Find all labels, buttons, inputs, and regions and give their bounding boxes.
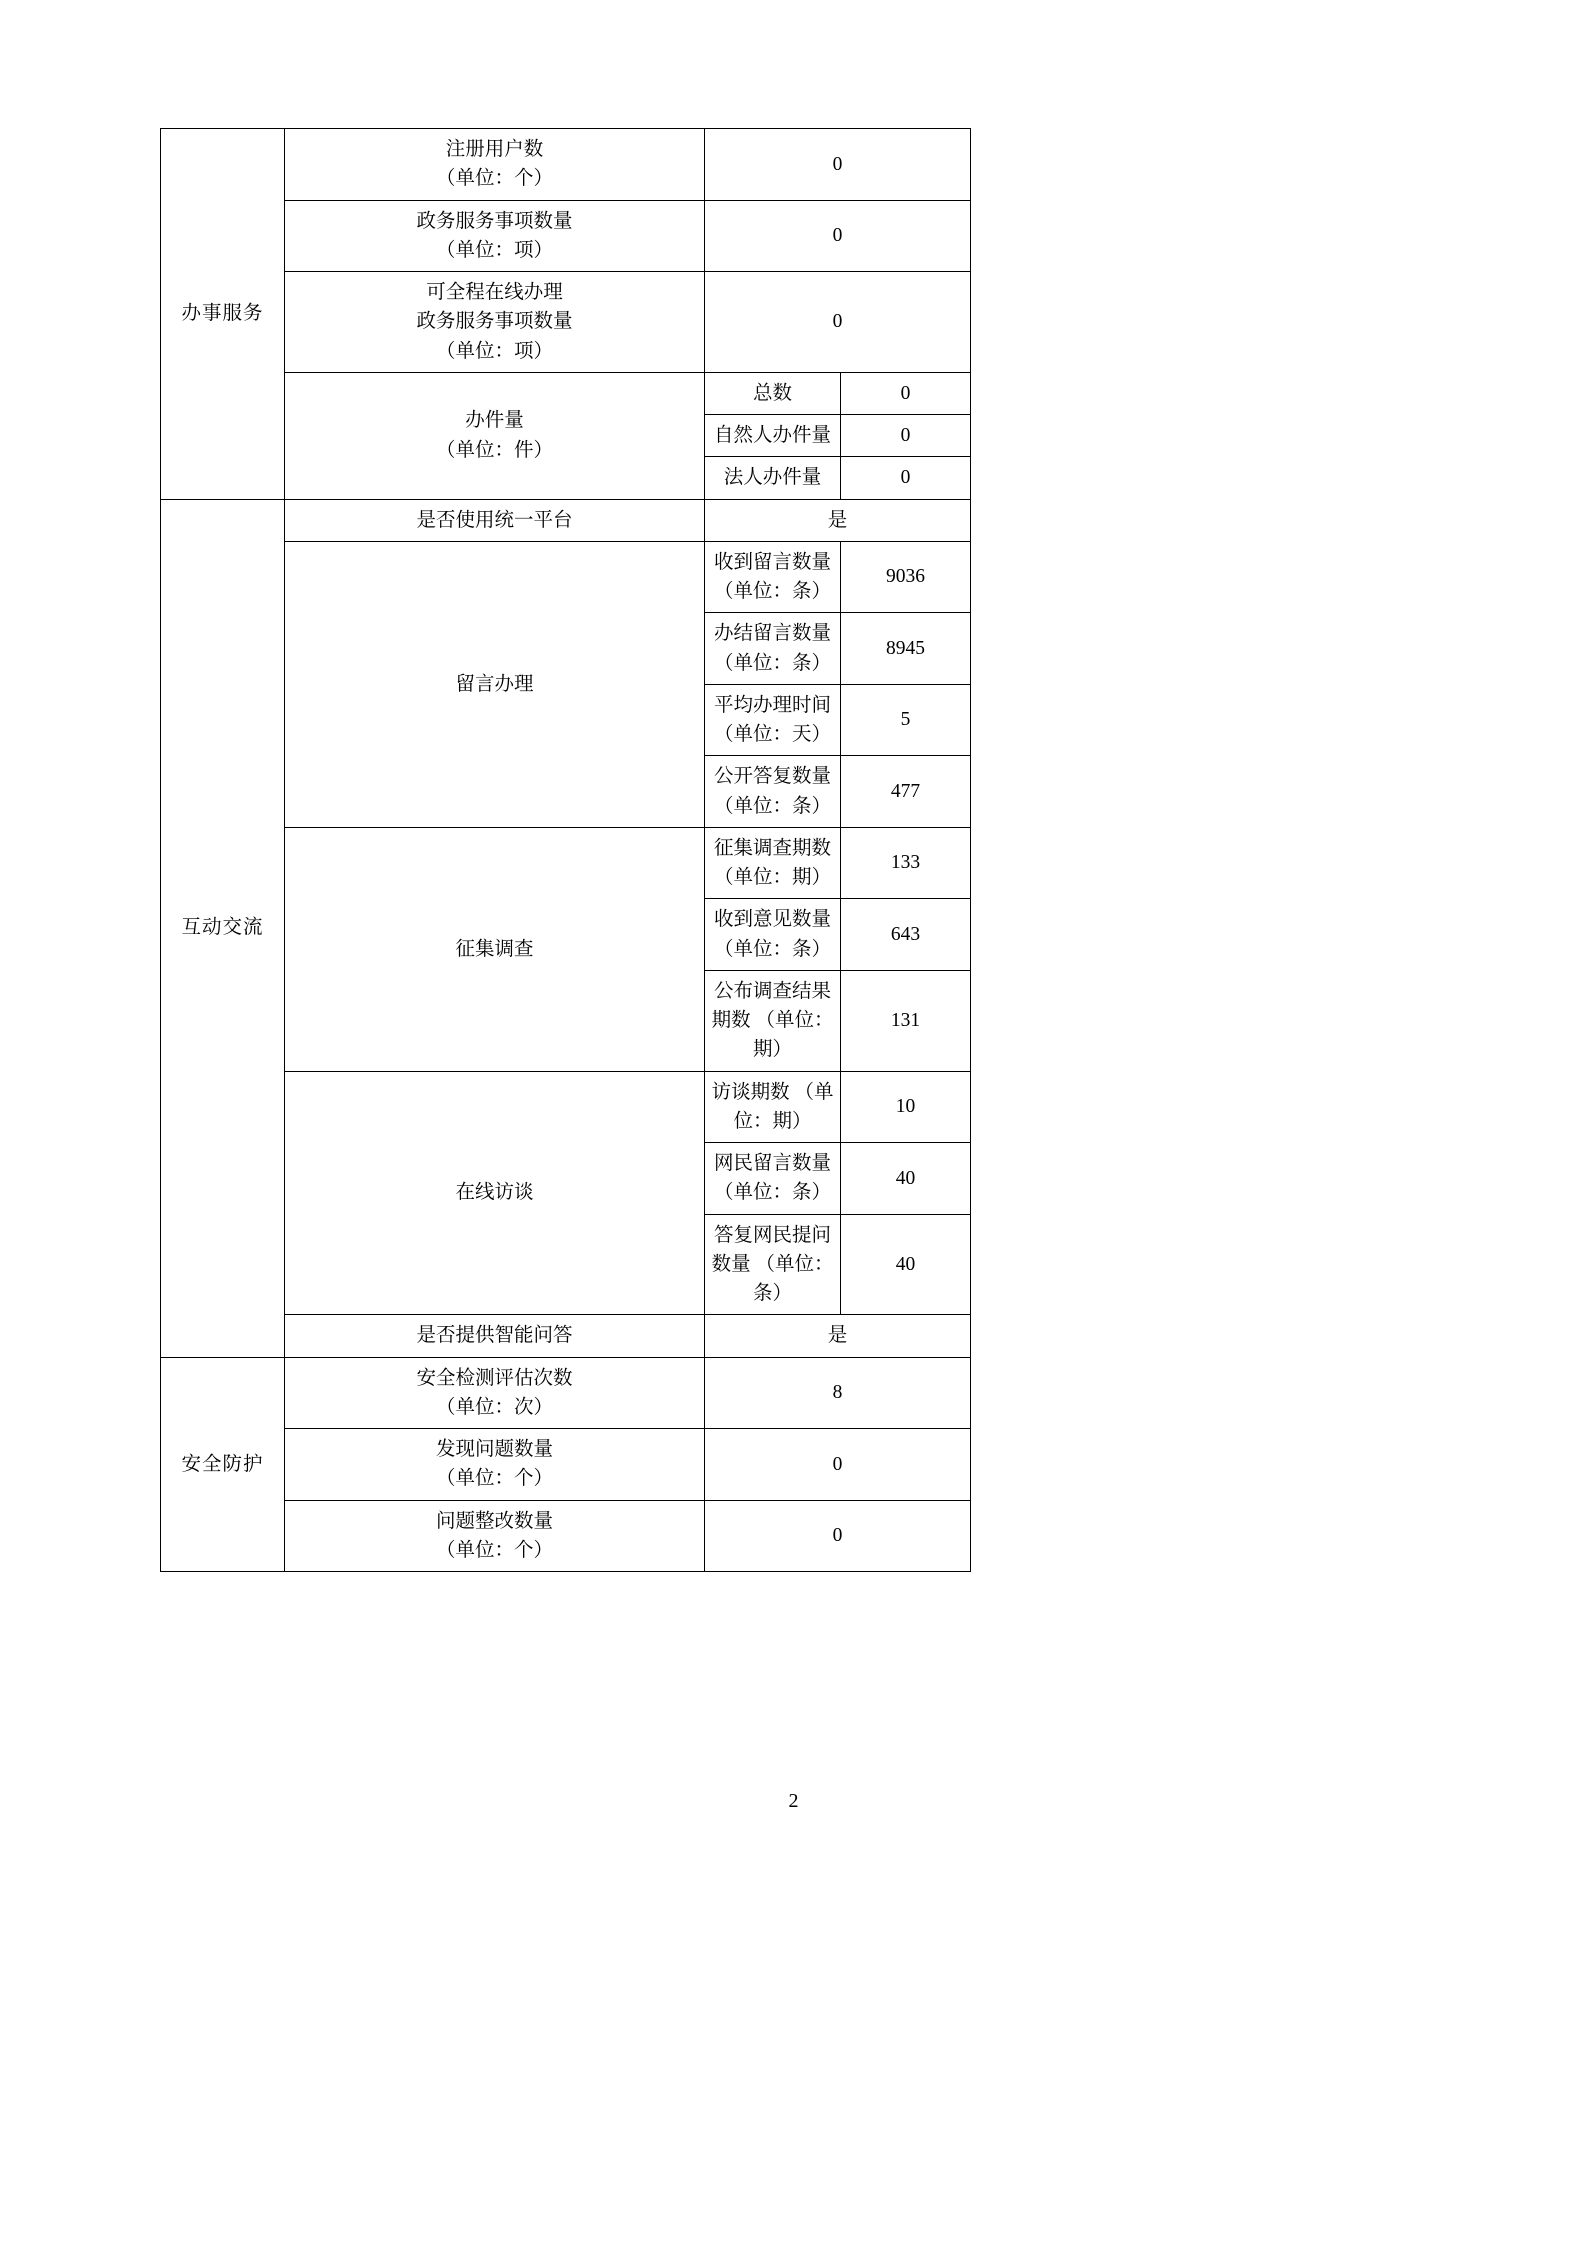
metric-label-smart-qa: 是否提供智能问答 — [285, 1315, 705, 1357]
sub-label-legal-person-cases: 法人办件量 — [705, 457, 841, 499]
metric-label-handled-cases — [285, 372, 705, 499]
label-line-1: 问题整改数量 — [436, 1510, 554, 1532]
sub-value-opinions-received: 643 — [841, 899, 971, 971]
label-line-1: 征集调查期数 — [714, 837, 832, 859]
sub-label-netizen-replies — [705, 1214, 841, 1315]
metric-value-issues-fixed: 0 — [705, 1500, 971, 1572]
sub-value-messages-completed: 8945 — [841, 613, 971, 685]
sub-value-results-published: 131 — [841, 970, 971, 1071]
metric-value-issues-found: 0 — [705, 1429, 971, 1501]
label-line-2: （单位：期） — [733, 1081, 834, 1132]
table-row — [161, 129, 971, 201]
label-line-2: （单位：个） — [436, 168, 554, 190]
sub-label-total: 总数 — [705, 372, 841, 414]
label-line-2: （单位：个） — [436, 1539, 554, 1561]
sub-value-public-replies: 477 — [841, 756, 971, 828]
label-line-1: 收到意见数量 — [714, 909, 832, 931]
metric-label-unified-platform: 是否使用统一平台 — [285, 499, 705, 541]
sub-label-public-replies — [705, 756, 841, 828]
label-line-2: （单位：个） — [436, 1468, 554, 1490]
sub-value-interview-sessions: 10 — [841, 1071, 971, 1143]
label-line-2: （单位：条） — [714, 652, 832, 674]
label-line-1: 公开答复数量 — [714, 766, 832, 788]
sub-value-natural-person-cases: 0 — [841, 415, 971, 457]
label-line-2: （单位：条） — [714, 938, 832, 960]
sub-value-netizen-messages: 40 — [841, 1143, 971, 1215]
label-line-2: 政务服务事项数量 — [416, 311, 573, 333]
sub-label-results-published — [705, 970, 841, 1071]
report-table-container — [160, 128, 970, 1572]
label-line-1: 发现问题数量 — [436, 1439, 554, 1460]
label-line-1: 政务服务事项数量 — [416, 210, 573, 232]
label-line-2: （单位：件） — [436, 439, 554, 461]
sub-label-opinions-received — [705, 899, 841, 971]
sub-value-total: 0 — [841, 372, 971, 414]
label-line-2: （单位：天） — [714, 724, 832, 745]
label-line-1: 注册用户数 — [445, 139, 544, 160]
metric-label-issues-found — [285, 1429, 705, 1501]
sub-label-natural-person-cases: 自然人办件量 — [705, 415, 841, 457]
metric-label-online-interviews: 在线访谈 — [285, 1071, 705, 1315]
sub-value-legal-person-cases: 0 — [841, 457, 971, 499]
page-number: 2 — [788, 1790, 799, 1812]
sub-label-messages-completed — [705, 613, 841, 685]
metric-label-security-assessments — [285, 1357, 705, 1429]
label-line-3: （单位：项） — [436, 340, 554, 362]
label-line-1: 办结留言数量 — [714, 623, 832, 645]
sub-label-average-handling-time — [705, 684, 841, 756]
category-cell-anquanfanghu: 安全防护 — [161, 1357, 285, 1572]
metric-label-message-handling: 留言办理 — [285, 541, 705, 827]
label-line-1: 安全检测评估次数 — [416, 1367, 573, 1389]
category-cell-hudongjiaoliu: 互动交流 — [161, 499, 285, 1357]
label-line-1: 办件量 — [465, 410, 524, 432]
metric-label-issues-fixed — [285, 1500, 705, 1572]
label-line-2: （单位：期） — [714, 867, 832, 888]
label-line-1: 可全程在线办理 — [426, 282, 563, 303]
label-line-2: （单位：项） — [436, 239, 554, 261]
label-line-2: （单位：条） — [714, 581, 832, 602]
sub-value-average-handling-time: 5 — [841, 684, 971, 756]
table-row — [161, 499, 971, 541]
label-line-1: 答复网民提问数量 — [711, 1224, 832, 1275]
metric-label-registered-users — [285, 129, 705, 201]
metric-label-online-service-items — [285, 272, 705, 373]
sub-label-survey-sessions — [705, 827, 841, 899]
metric-value-unified-platform: 是 — [705, 499, 971, 541]
label-line-1: 公布调查结果期数 — [711, 980, 832, 1031]
metric-label-surveys: 征集调查 — [285, 827, 705, 1071]
metric-value-security-assessments: 8 — [705, 1357, 971, 1429]
metric-value-registered-users: 0 — [705, 129, 971, 201]
sub-value-messages-received: 9036 — [841, 541, 971, 613]
table-row — [161, 1357, 971, 1429]
label-line-1: 网民留言数量 — [714, 1153, 832, 1174]
label-line-2: （单位：条） — [714, 1182, 832, 1204]
label-line-1: 访谈期数 — [711, 1081, 790, 1103]
metric-value-service-items: 0 — [705, 200, 971, 272]
sub-label-messages-received — [705, 541, 841, 613]
label-line-2: （单位：期） — [753, 1010, 834, 1061]
label-line-2: （单位：条） — [714, 795, 832, 817]
label-line-1: 平均办理时间 — [714, 694, 832, 716]
label-line-1: 收到留言数量 — [714, 551, 832, 573]
metric-value-smart-qa: 是 — [705, 1315, 971, 1357]
sub-value-netizen-replies: 40 — [841, 1214, 971, 1315]
sub-value-survey-sessions: 133 — [841, 827, 971, 899]
metric-label-service-items — [285, 200, 705, 272]
category-cell-banshifuwu: 办事服务 — [161, 129, 285, 500]
label-line-2: （单位：条） — [753, 1253, 834, 1304]
sub-label-netizen-messages — [705, 1143, 841, 1215]
government-website-report-table — [160, 128, 971, 1572]
metric-value-online-service-items: 0 — [705, 272, 971, 373]
sub-label-interview-sessions — [705, 1071, 841, 1143]
label-line-2: （单位：次） — [436, 1396, 554, 1418]
